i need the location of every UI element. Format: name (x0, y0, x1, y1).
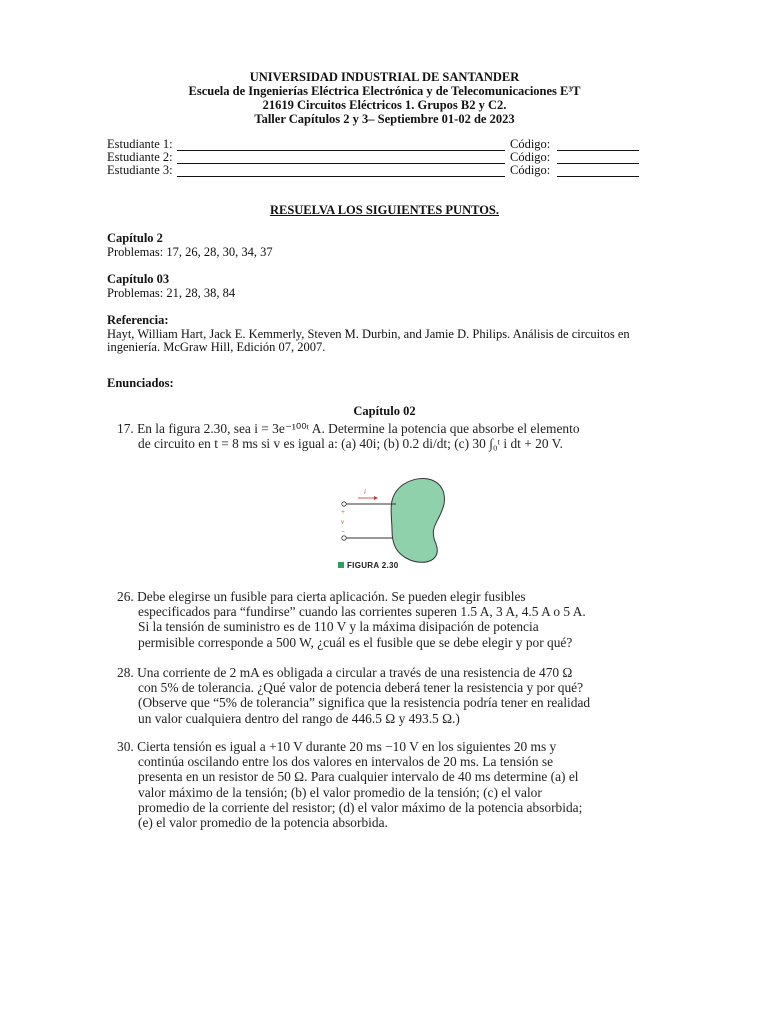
student-row (107, 164, 662, 177)
problem-17 (117, 421, 662, 451)
circuit-element-shape (391, 478, 444, 562)
circuit-element-diagram (336, 474, 454, 572)
caption-square-icon (338, 562, 344, 568)
code-label: Código: (510, 150, 551, 164)
student-label: Estudiante 1: (107, 137, 173, 151)
chapter-label: Capítulo 02 (353, 403, 416, 418)
problem-26 (117, 589, 662, 650)
problem-line: de circuito en t = 8 ms si v es igual a: (a) 40i; (b) 0.2 di/dt; (c) 30 ∫₀ᵗ i dt + 20 V. (138, 436, 563, 452)
enunciados-label: Enunciados: (107, 375, 174, 390)
voltage-label: v (341, 518, 345, 526)
figure-caption (338, 561, 398, 570)
workshop-title: Taller Capítulos 2 y 3– Septiembre 01-02 de 2023 (254, 112, 515, 126)
top-terminal (342, 502, 346, 506)
section-text: Problemas: 17, 26, 28, 30, 34, 37 (107, 244, 273, 259)
instruction-title: RESUELVA LOS SIGUIENTES PUNTOS. (269, 203, 500, 217)
problem-line: 28. Una corriente de 2 mA es obligada a circular a través de una resistencia de 470 Ω (117, 665, 573, 680)
problem-line: promedio de la corriente del resistor; (d) el valor máximo de la potencia absorbida; (138, 799, 583, 815)
document-page (107, 70, 662, 419)
section-chapter-3 (107, 273, 662, 300)
problem-line: (Observe que “5% de tolerancia” significa que la resistencia podría tener en realidad (138, 695, 591, 711)
section-heading: Capítulo 03 (107, 272, 170, 286)
code-field[interactable] (557, 165, 639, 177)
code-field[interactable] (557, 152, 639, 164)
problem-line: presenta en un resistor de 50 Ω. Para cualquier intervalo de 40 ms determine (a) el (138, 769, 579, 785)
problem-30 (117, 739, 662, 830)
student-row (107, 151, 662, 164)
section-text: Problemas: 21, 28, 38, 84 (107, 285, 236, 300)
section-text: Hayt, William Hart, Jack E. Kemmerly, Steven M. Durbin, and Jamie D. Philips. Análisis de circuitos en ingeniería. McGraw Hill, Edición 07, 2007. (107, 326, 630, 354)
student-fields (107, 138, 662, 177)
course-name: 21619 Circuitos Eléctricos 1. Grupos B2 y C2. (262, 98, 507, 112)
problem-line: valor máximo de la tensión; (b) el valor promedio de la tensión; (c) el valor (138, 784, 542, 800)
problem-line: especificados para “fundirse” cuando las corrientes superen 1.5 A, 3 A, 4.5 A o 5 A. (138, 604, 586, 620)
student-label: Estudiante 2: (107, 150, 173, 164)
section-chapter-2 (107, 232, 662, 259)
student-row (107, 138, 662, 151)
code-label: Código: (510, 163, 551, 177)
section-heading: Referencia: (107, 313, 169, 327)
current-label: i (364, 488, 366, 496)
problem-line: 26. Debe elegirse un fusible para cierta aplicación. Se pueden elegir fusibles (117, 589, 526, 604)
student-name-field[interactable] (177, 139, 505, 151)
problem-line: continúa oscilando entre los dos valores en intervalos de 20 ms. La tensión se (138, 754, 554, 770)
problem-line: con 5% de tolerancia. ¿Qué valor de potencia deberá tener la resistencia y por qué? (138, 680, 584, 696)
code-field[interactable] (557, 139, 639, 151)
bottom-terminal (342, 536, 346, 540)
problem-line: permisible corresponde a 500 W, ¿cuál es el fusible que se debe elegir y por qué? (138, 634, 573, 650)
section-heading: Capítulo 2 (107, 231, 163, 245)
minus-sign: − (341, 528, 345, 536)
problem-line: Si la tensión de suministro es de 110 V y la máxima disipación de potencia (138, 619, 539, 635)
figure-2-30 (336, 474, 454, 572)
code-label: Código: (510, 137, 551, 151)
problem-line: un valor cualquiera dentro del rango de 446.5 Ω y 493.5 Ω.) (138, 710, 460, 726)
problem-28 (117, 665, 662, 726)
student-name-field[interactable] (177, 165, 505, 177)
section-reference (107, 314, 662, 355)
student-label: Estudiante 3: (107, 163, 173, 177)
student-name-field[interactable] (177, 152, 505, 164)
university-name: UNIVERSIDAD INDUSTRIAL DE SANTANDER (249, 70, 520, 84)
plus-sign: + (341, 508, 345, 516)
current-arrow-head (374, 496, 378, 500)
problem-line: 30. Cierta tensión es igual a +10 V durante 20 ms −10 V en los siguientes 20 ms y (117, 739, 557, 754)
figure-caption-text: FIGURA 2.30 (347, 561, 399, 570)
problem-line: (e) el valor promedio de la potencia absorbida. (138, 815, 388, 831)
problem-line: 17. En la figura 2.30, sea i = 3e⁻¹⁰⁰ᵗ A. Determine la potencia que absorbe el elemento (117, 421, 580, 436)
school-name: Escuela de Ingenierías Eléctrica Electrónica y de Telecomunicaciones E³T (188, 84, 581, 98)
document-header (107, 70, 662, 126)
